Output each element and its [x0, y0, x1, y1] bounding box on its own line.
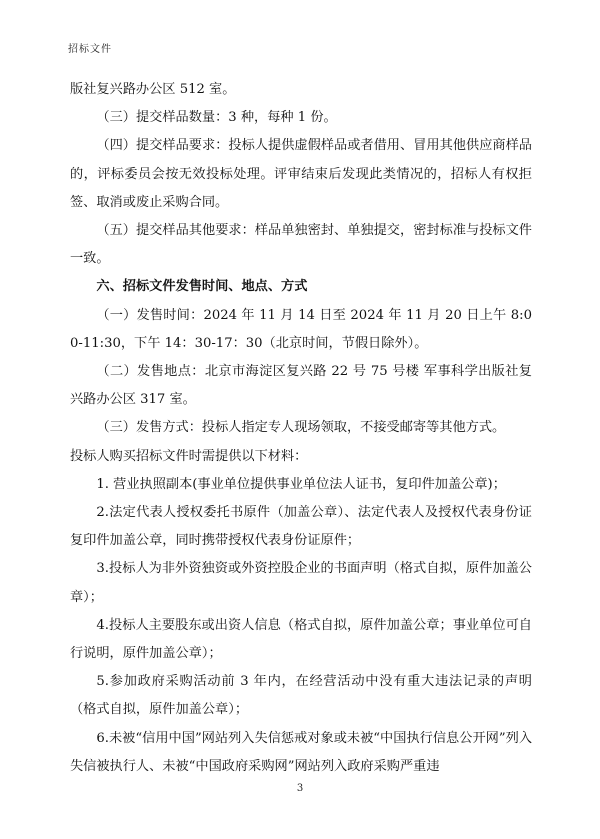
- page-header: 招标文件: [68, 44, 112, 55]
- list-item-foreign-ownership-statement: 3.投标人为非外资独资或外资控股企业的书面声明（格式自拟，原件加盖公章）；: [70, 561, 532, 605]
- paragraph-sample-requirements: （四）提交样品要求：投标人提供虚假样品或者借用、冒用其他供应商样品的，评标委员会按无效投标处理。评审结束后发现此类情况的，招标人有权拒签、取消或废止采购合同。: [70, 138, 532, 210]
- list-item-authorization: 2.法定代表人授权委托书原件（加盖公章）、法定代表人及授权代表身份证复印件加盖公章，同时携带授权代表身份证原件；: [70, 505, 532, 549]
- list-item-shareholder-info: 4.投标人主要股东或出资人信息（格式自拟，原件加盖公章；事业单位可自行说明，原件加盖公章）；: [70, 617, 532, 662]
- paragraph-sample-other-requirements: （五）提交样品其他要求：样品单独密封、单独提交，密封标准与投标文件一致。: [70, 223, 532, 267]
- paragraph-sale-time: （一）发售时间：2024 年 11 月 14 日至 2024 年 11 月 20 日上午 8:00-11:30，下午 14：30-17：30（北京时间，节假日除外）。: [70, 307, 532, 351]
- paragraph-materials-intro: 投标人购买招标文件时需提供以下材料：: [70, 448, 308, 464]
- list-item-credit-check: 6.未被“信用中国”网站列入失信惩戒对象或未被“中国执行信息公开网”列入失信被执行人、未被“中国政府采购网”网站列入政府采购严重违: [70, 730, 532, 774]
- page-number: 3: [296, 783, 304, 794]
- list-item-no-violation-statement: 5.参加政府采购活动前 3 年内，在经营活动中没有重大违法记录的声明（格式自拟，原件加盖公章）；: [70, 674, 532, 718]
- list-item-business-license: 1. 营业执照副本(事业单位提供事业单位法人证书，复印件加盖公章)；: [96, 476, 506, 492]
- paragraph-sample-quantity: （三）提交样品数量：3 种，每种 1 份。: [96, 110, 337, 126]
- section-heading-sale: 六、招标文件发售时间、地点、方式: [96, 279, 308, 295]
- paragraph-sale-method: （三）发售方式：投标人指定专人现场领取，不接受邮寄等其他方式。: [96, 420, 506, 436]
- paragraph-sale-location: （二）发售地点：北京市海淀区复兴路 22 号 75 号楼 军事科学出版社复兴路办公区 317 室。: [70, 364, 532, 408]
- document-body: [70, 76, 532, 781]
- paragraph-address-continuation: 版社复兴路办公区 512 室。: [70, 82, 236, 97]
